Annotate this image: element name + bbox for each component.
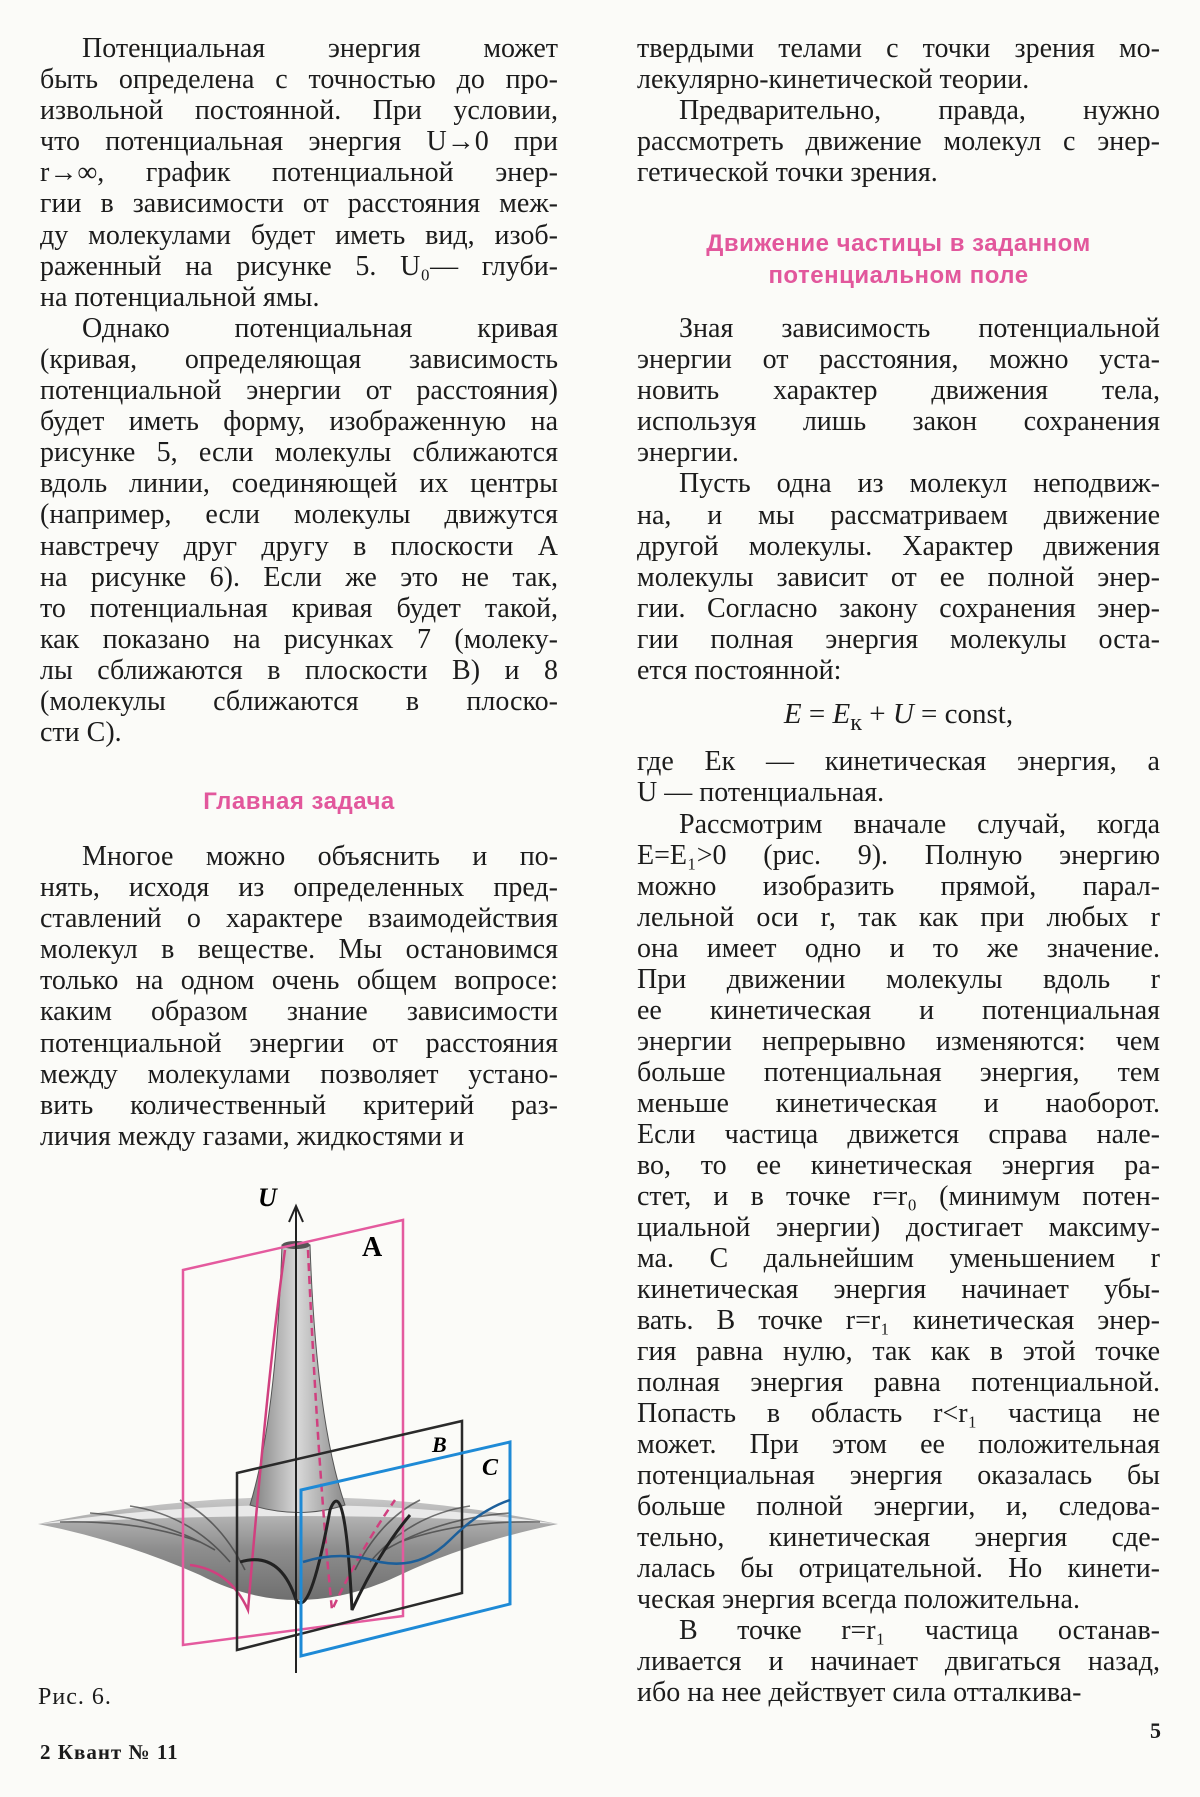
text-line: только на одном очень общем вопросе: xyxy=(40,965,558,997)
text-line: вить количественный критерий раз- xyxy=(40,1089,558,1121)
text-line: лельной оси r, так как при любых r xyxy=(637,902,1160,933)
text-line: между молекулами позволяет устано- xyxy=(40,1058,558,1090)
page-number: 5 xyxy=(1150,1718,1161,1743)
text-line: Зная зависимость потенциальной xyxy=(679,313,1160,344)
left-text-block-1 xyxy=(40,33,558,748)
right-text-block-1 xyxy=(637,33,1160,188)
text-line: рассмотреть движение молекул с энер- xyxy=(637,126,1160,158)
text-line: (например, если молекулы движутся xyxy=(40,499,558,531)
text-line: Если частица движется справа нале- xyxy=(637,1119,1160,1150)
text-line: каким образом знание зависимости xyxy=(40,996,558,1028)
text-line: молекулы зависит от ее полной энер- xyxy=(637,561,1160,593)
right-text-block-2 xyxy=(637,313,1160,686)
formula-const: const, xyxy=(944,698,1014,730)
right-text-block-4 xyxy=(637,809,1160,1708)
text-line: лы сближаются в плоскости B) и 8 xyxy=(40,654,558,686)
section-heading-particle-motion xyxy=(637,228,1160,292)
text-line: быть определена с точностью до про- xyxy=(40,64,558,96)
text-line: Пусть одна из молекул неподвиж- xyxy=(679,468,1160,500)
text-line: ее кинетическая и потенциальная xyxy=(637,995,1160,1026)
paragraph xyxy=(637,746,1160,808)
text-line: (молекулы сближаются в плоско- xyxy=(40,685,558,717)
text-line: нять, исходя из определенных пред- xyxy=(40,872,558,904)
heading-line: Движение частицы в заданном xyxy=(706,230,1091,257)
text-line: новить характер движения тела, xyxy=(637,375,1160,407)
paragraph xyxy=(637,809,1160,1615)
figure-6-potential-surface xyxy=(0,1170,600,1690)
axis-label-u: U xyxy=(258,1183,277,1212)
section-heading-main-task: Главная задача xyxy=(203,788,395,815)
text-line: ма. С дальнейшим уменьшением r xyxy=(637,1243,1160,1274)
text-line: ется постоянной: xyxy=(637,655,842,687)
text-line: Рассмотрим вначале случай, когда xyxy=(679,809,1160,840)
text-line: лалась бы отрицательной. Но кинети- xyxy=(637,1553,1160,1584)
text-line: E=E₁>0 (рис. 9). Полную энергию xyxy=(637,840,1160,871)
text-line: ческая энергия всегда положительна. xyxy=(637,1584,1080,1615)
right-text-block-3 xyxy=(637,746,1160,808)
text-line: личия между газами, жидкостями и xyxy=(40,1120,465,1152)
plane-label-b: B xyxy=(432,1432,447,1457)
text-line: на рисунке 6). Если же это не так, xyxy=(40,561,558,593)
text-line: во, то ее кинетическая энергия ра- xyxy=(637,1150,1160,1181)
paragraph xyxy=(637,1615,1160,1708)
text-line: больше потенциальная энергия, тем xyxy=(637,1057,1160,1088)
text-line: навстречу друг другу в плоскости A xyxy=(40,530,558,562)
text-line: Потенциальная энергия может xyxy=(82,33,558,64)
text-line: где Eк — кинетическая энергия, а xyxy=(637,746,1160,777)
text-line: Многое можно объяснить и по- xyxy=(82,841,558,872)
page-footer: 2 Квант № 11 xyxy=(40,1740,179,1764)
text-line: Попасть в область r<r₁ частица не xyxy=(637,1398,1160,1429)
text-line: больше полной энергии, и, следова- xyxy=(637,1491,1160,1522)
text-line: Предварительно, правда, нужно xyxy=(679,95,1160,127)
paragraph xyxy=(40,313,558,748)
text-line: гетической точки зрения. xyxy=(637,157,938,189)
text-line: ливается и начинает двигаться назад, xyxy=(637,1646,1160,1677)
formula-u: U xyxy=(892,698,914,730)
text-line: циальной энергии) достигает максиму- xyxy=(637,1212,1160,1243)
text-line: кинетическая энергия начинает убы- xyxy=(637,1274,1160,1305)
plane-label-c: C xyxy=(482,1455,499,1481)
text-line: используя лишь закон сохранения xyxy=(637,406,1160,438)
text-line: на, и мы рассматриваем движение xyxy=(637,499,1160,531)
paragraph xyxy=(637,313,1160,468)
text-line: то потенциальная кривая будет такой, xyxy=(40,592,558,624)
text-line: тельно, кинетическая энергия сде- xyxy=(637,1522,1160,1553)
text-line: гии в зависимости от расстояния меж- xyxy=(40,188,558,220)
text-line: гия равна нулю, так как в этой точке xyxy=(637,1336,1160,1367)
text-line: энергии. xyxy=(637,437,739,469)
text-line: лекулярно-кинетической теории. xyxy=(637,64,1030,96)
text-line: ставлений о характере взаимодействия xyxy=(40,903,558,935)
paragraph xyxy=(40,841,558,1152)
text-line: r→∞, график потенциальной энер- xyxy=(40,157,558,189)
text-line: меньше кинетическая и наоборот. xyxy=(637,1088,1160,1119)
text-line: рисунке 5, если молекулы сближаются xyxy=(40,437,558,469)
text-line: Однако потенциальная кривая xyxy=(82,312,558,344)
text-line: как показано на рисунках 7 (молеку- xyxy=(40,623,558,655)
heading-line: потенциальном поле xyxy=(768,262,1029,289)
plane-label-a: A xyxy=(362,1232,383,1263)
text-line: твердыми телами с точки зрения мо- xyxy=(637,33,1160,64)
text-line: При движении молекулы вдоль r xyxy=(637,964,1160,995)
text-line: извольной постоянной. При условии, xyxy=(40,95,558,127)
text-line: потенциальной энергии от расстояния xyxy=(40,1027,558,1059)
formula-plus: + xyxy=(861,698,893,730)
paragraph xyxy=(637,95,1160,188)
paragraph xyxy=(637,33,1160,95)
text-line: может. При этом ее положительная xyxy=(637,1429,1160,1460)
text-line: на потенциальной ямы. xyxy=(40,281,320,313)
text-line: можно изобразить прямой, парал- xyxy=(637,871,1160,902)
text-line: В точке r=r₁ частица останав- xyxy=(679,1615,1160,1646)
text-line: ибо на нее действует сила отталкива- xyxy=(637,1677,1082,1708)
text-line: энергии от расстояния, можно уста- xyxy=(637,344,1160,376)
text-line: что потенциальная энергия U→0 при xyxy=(40,126,558,158)
text-line: молекул в веществе. Мы остановимся xyxy=(40,934,558,966)
text-line: потенциальная энергия оказалась бы xyxy=(637,1460,1160,1491)
formula-ek: E xyxy=(832,698,851,730)
potential-surface xyxy=(38,1241,558,1600)
energy-conservation-formula xyxy=(637,696,1160,741)
text-line: сти C). xyxy=(40,717,122,749)
text-line: (кривая, определяющая зависимость xyxy=(40,343,558,375)
text-line: гии. Согласно закону сохранения энер- xyxy=(637,592,1160,624)
text-line: энергии непрерывно изменяются: чем xyxy=(637,1026,1160,1057)
text-line: вать. В точке r=r₁ кинетическая энер- xyxy=(637,1305,1160,1336)
figure-caption: Рис. 6. xyxy=(38,1684,112,1710)
left-text-block-2 xyxy=(40,841,558,1152)
text-line: раженный на рисунке 5. U₀— глуби- xyxy=(40,250,558,282)
formula-sub: к xyxy=(850,708,862,736)
text-line: она имеет одно и то же значение. xyxy=(637,933,1160,964)
text-line: стет, и в точке r=r₀ (минимум потен- xyxy=(637,1181,1160,1212)
text-line: ду молекулами будет иметь вид, изоб- xyxy=(40,219,558,251)
text-line: потенциальной энергии от расстояния) xyxy=(40,375,558,407)
formula-eq: = xyxy=(801,698,833,730)
text-line: U — потенциальная. xyxy=(637,777,885,808)
text-line: вдоль линии, соединяющей их центры xyxy=(40,468,558,500)
formula-e: E xyxy=(783,698,802,730)
text-line: полная энергия равна потенциальной. xyxy=(637,1367,1160,1398)
formula-eq: = xyxy=(913,698,945,730)
text-line: будет иметь форму, изображенную на xyxy=(40,406,558,438)
paragraph xyxy=(637,468,1160,686)
text-line: другой молекулы. Характер движения xyxy=(637,530,1160,562)
paragraph xyxy=(40,33,558,313)
text-line: гии полная энергия молекулы оста- xyxy=(637,623,1160,655)
